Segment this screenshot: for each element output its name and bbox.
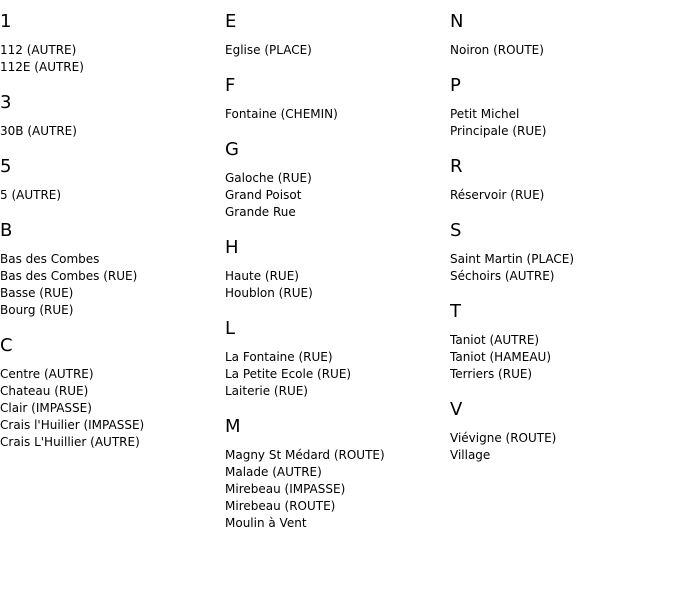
street-list [450,42,665,59]
index-column-1 [0,10,215,466]
street-link[interactable]: Clair (IMPASSE) [0,401,92,415]
group-letter-heading: B [0,220,13,241]
street-link[interactable]: Moulin à Vent [225,516,307,530]
street-link[interactable]: Village [450,448,491,462]
street-link[interactable]: 5 (AUTRE) [0,188,62,202]
street-link[interactable]: 112E (AUTRE) [0,60,84,74]
street-link[interactable]: Séchoirs (AUTRE) [450,269,555,283]
letter-group [225,415,440,532]
street-list [450,332,665,383]
street-link[interactable]: Noiron (ROUTE) [450,43,544,57]
letter-group [450,155,665,204]
street-list [225,447,440,532]
letter-group [0,155,215,204]
street-link[interactable]: 30B (AUTRE) [0,124,77,138]
street-link[interactable]: Grande Rue [225,205,296,219]
group-letter-heading: P [450,75,461,96]
index-column-3 [450,10,665,479]
street-link[interactable]: 112 (AUTRE) [0,43,77,57]
street-link[interactable]: Haute (RUE) [225,269,299,283]
group-letter-heading: T [450,301,461,322]
street-link[interactable]: Basse (RUE) [0,286,74,300]
letter-group [450,74,665,140]
group-letter-heading: C [0,335,13,356]
street-link[interactable]: Bas des Combes [0,252,100,266]
street-link[interactable]: Mirebeau (ROUTE) [225,499,336,513]
street-link[interactable]: Mirebeau (IMPASSE) [225,482,346,496]
street-link[interactable]: Fontaine (CHEMIN) [225,107,338,121]
group-letter-heading: F [225,75,236,96]
group-letter-heading: E [225,11,237,32]
street-link[interactable]: Grand Poisot [225,188,302,202]
street-link[interactable]: Centre (AUTRE) [0,367,94,381]
group-letter-heading: 1 [0,11,12,32]
street-link[interactable]: Crais l'Huilier (IMPASSE) [0,418,145,432]
letter-group [225,317,440,400]
letter-group [450,398,665,464]
street-link[interactable]: Bourg (RUE) [0,303,74,317]
group-letter-heading: H [225,237,239,258]
street-list [0,42,215,76]
street-link[interactable]: La Fontaine (RUE) [225,350,333,364]
index-column-2 [225,10,440,547]
group-letter-heading: M [225,416,241,437]
group-letter-heading: S [450,220,462,241]
street-link[interactable]: Crais L'Huillier (AUTRE) [0,435,140,449]
street-list [225,349,440,400]
street-list [0,187,215,204]
group-letter-heading: R [450,156,463,177]
letter-group [0,91,215,140]
street-link[interactable]: Laiterie (RUE) [225,384,308,398]
letter-group [0,219,215,319]
street-link[interactable]: Houblon (RUE) [225,286,313,300]
street-link[interactable]: Réservoir (RUE) [450,188,545,202]
street-link[interactable]: Taniot (AUTRE) [450,333,540,347]
letter-group [225,10,440,59]
street-list [0,366,215,451]
letter-group [450,10,665,59]
street-link[interactable]: Eglise (PLACE) [225,43,312,57]
street-list [0,123,215,140]
letter-group [450,219,665,285]
group-letter-heading: N [450,11,464,32]
street-link[interactable]: Galoche (RUE) [225,171,312,185]
street-list [225,170,440,221]
street-link[interactable]: La Petite Ecole (RUE) [225,367,352,381]
street-list [450,106,665,140]
street-link[interactable]: Taniot (HAMEAU) [450,350,552,364]
letter-group [0,334,215,451]
street-list [450,187,665,204]
letter-group [450,300,665,383]
street-list [450,251,665,285]
street-link[interactable]: Malade (AUTRE) [225,465,322,479]
letter-group [225,138,440,221]
street-list [225,106,440,123]
letter-group [0,10,215,76]
street-list [225,42,440,59]
group-letter-heading: V [450,399,463,420]
group-letter-heading: 5 [0,156,12,177]
group-letter-heading: L [225,318,236,339]
street-link[interactable]: Viévigne (ROUTE) [450,431,557,445]
letter-group [225,74,440,123]
street-list [225,268,440,302]
group-letter-heading: 3 [0,92,12,113]
street-link[interactable]: Petit Michel [450,107,520,121]
street-link[interactable]: Chateau (RUE) [0,384,89,398]
group-letter-heading: G [225,139,239,160]
letter-group [225,236,440,302]
street-link[interactable]: Saint Martin (PLACE) [450,252,575,266]
street-list [0,251,215,319]
street-link[interactable]: Principale (RUE) [450,124,547,138]
street-link[interactable]: Magny St Médard (ROUTE) [225,448,385,462]
street-list [450,430,665,464]
street-link[interactable]: Bas des Combes (RUE) [0,269,138,283]
street-link[interactable]: Terriers (RUE) [450,367,533,381]
